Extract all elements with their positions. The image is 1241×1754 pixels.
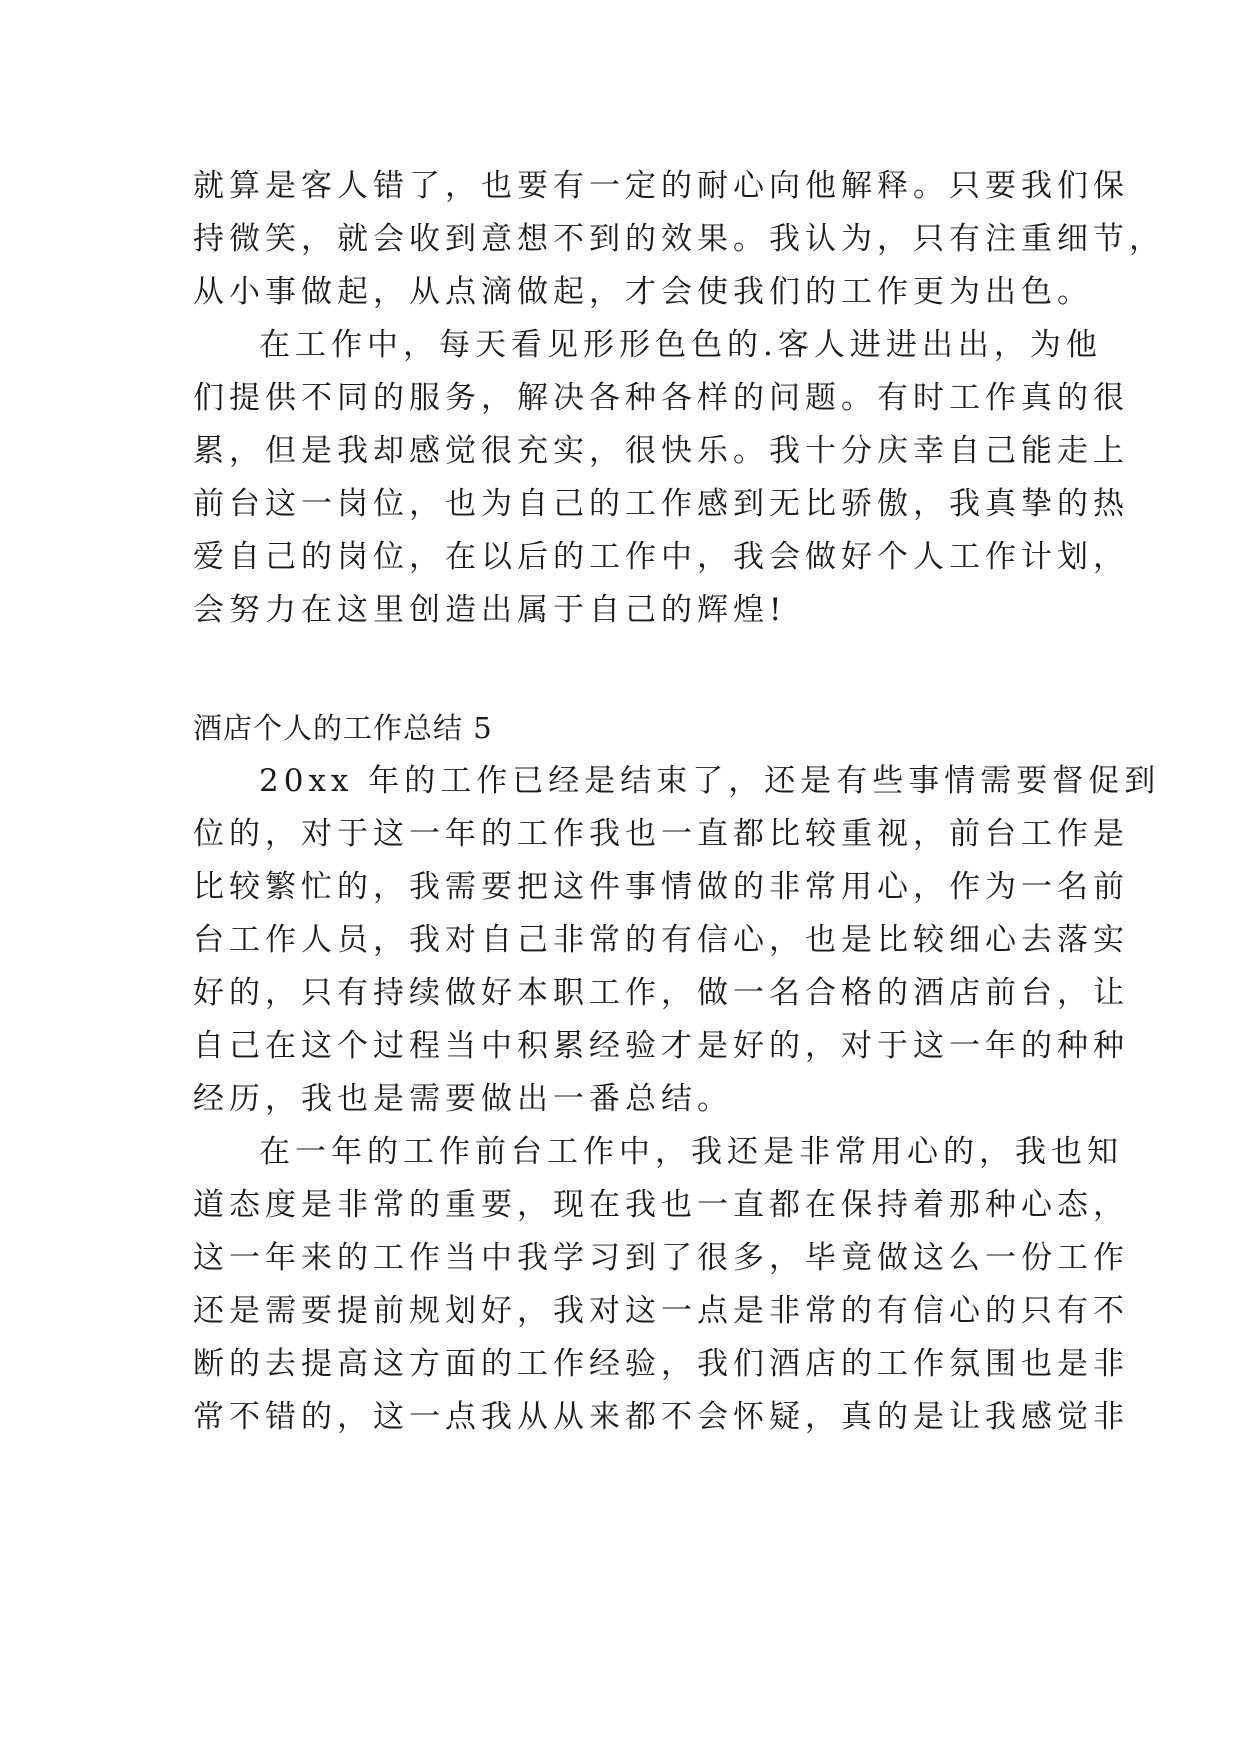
text-line: 经历，我也是需要做出一番总结。 <box>193 1081 733 1117</box>
text-line: 台工作人员，我对自己非常的有信心，也是比较细心去落实 <box>193 922 1129 958</box>
text-line: 位的，对于这一年的工作我也一直都比较重视，前台工作是 <box>193 816 1129 852</box>
text-line: 就算是客人错了，也要有一定的耐心向他解释。只要我们保 <box>193 168 1129 204</box>
document-page <box>193 160 1165 1444</box>
text-line: 比较繁忙的，我需要把这件事情做的非常用心，作为一名前 <box>193 869 1129 905</box>
text-line: 这一年来的工作当中我学习到了很多，毕竟做这么一份工作 <box>193 1240 1129 1276</box>
text-line: 爱自己的岗位，在以后的工作中，我会做好个人工作计划， <box>193 539 1129 575</box>
paragraph <box>193 160 1165 319</box>
paragraph <box>193 1126 1129 1444</box>
text-line: 从小事做起，从点滴做起，才会使我们的工作更为出色。 <box>193 274 1093 310</box>
text-line: 好的，只有持续做好本职工作，做一名合格的酒店前台，让 <box>193 975 1129 1011</box>
text-line: 常不错的，这一点我从从来都不会怀疑，真的是让我感觉非 <box>193 1399 1129 1435</box>
text-line: 会努力在这里创造出属于自己的辉煌! <box>193 592 787 628</box>
text-line: 自己在这个过程当中积累经验才是好的，对于这一年的种种 <box>193 1028 1129 1064</box>
paragraph <box>193 755 1161 1126</box>
text-line: 20xx 年的工作已经是结束了，还是有些事情需要督促到 <box>259 763 1161 799</box>
text-line: 们提供不同的服务，解决各种各样的问题。有时工作真的很 <box>193 380 1129 416</box>
text-line: 道态度是非常的重要，现在我也一直都在保持着那种心态， <box>193 1187 1129 1223</box>
text-line: 断的去提高这方面的工作经验，我们酒店的工作氛围也是非 <box>193 1346 1129 1382</box>
text-line: 持微笑，就会收到意想不到的效果。我认为，只有注重细节， <box>193 221 1165 257</box>
text-line: 前台这一岗位，也为自己的工作感到无比骄傲，我真挚的热 <box>193 486 1129 522</box>
text-line: 在工作中，每天看见形形色色的.客人进进出出，为他 <box>259 327 1102 363</box>
paragraph <box>193 319 1129 637</box>
section-spacer <box>193 637 1056 702</box>
section-title: 酒店个人的工作总结 5 <box>193 711 493 745</box>
text-line: 还是需要提前规划好，我对这一点是非常的有信心的只有不 <box>193 1293 1129 1329</box>
text-line: 累，但是我却感觉很充实，很快乐。我十分庆幸自己能走上 <box>193 433 1129 469</box>
text-line: 在一年的工作前台工作中，我还是非常用心的，我也知 <box>259 1134 1123 1170</box>
